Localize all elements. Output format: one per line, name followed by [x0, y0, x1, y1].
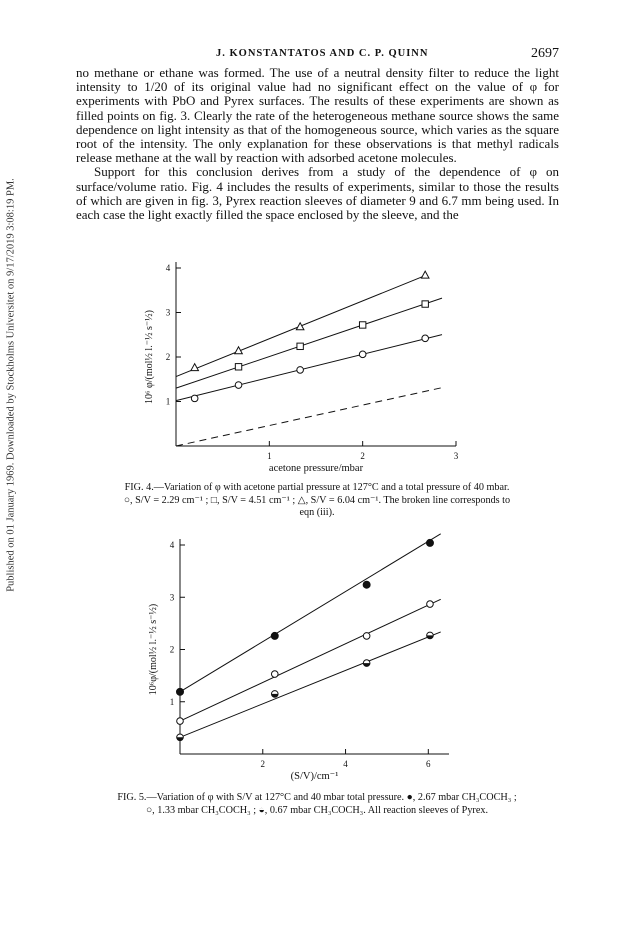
caption-line: ○, 1.33 mbar CH₃COCH₃ ; ◒, 0.67 mbar CH₃COCH₃. All reaction sleeves of Pyrex.: [145, 804, 488, 816]
paragraph: no methane or ethane was formed. The use of a neutral density filter to reduce the light intensity to 1/20 of its original value had no significant effect on the value of φ for experiments with PbO and Pyrex surfaces. The results of these experiments are shown as filled points on fig. 3. Clearly the rate of the heterogeneous methane source shows the same dependence on light intensity as that of the homogeneous source, which varies as the square root of the intensity. The only explanation for these observations is that methyl radicals release methane at the wall by reaction with adsorbed acetone molecules.: [76, 65, 559, 166]
x-tick-label: 1: [267, 451, 272, 461]
figure-5-caption: [74, 792, 560, 817]
y-tick-label: 4: [169, 540, 175, 550]
data-point-filled: [271, 632, 278, 639]
download-notice: Published on 01 January 1969. Downloaded by Stockholms Universitet on 9/17/2019 3:08:19 PM.: [5, 178, 17, 592]
x-tick-label: 3: [453, 451, 459, 461]
caption-line: FIG. 4.—Variation of φ with acetone partial pressure at 127°C and a total pressure of 40 mbar.: [124, 482, 510, 493]
x-tick-label: 4: [343, 759, 348, 769]
caption-line: FIG. 5.—Variation of φ with S/V at 127°C and 40 mbar total pressure. ●, 2.67 mbar CH₃COCH₃ ;: [117, 792, 517, 803]
running-head-authors: J. KONSTANTATOS AND C. P. QUINN: [216, 48, 429, 59]
x-axis-label: (S/V)/cm⁻¹: [290, 771, 339, 782]
x-tick-label: 6: [426, 759, 431, 769]
fit-line: [180, 534, 441, 692]
y-tick-label: 3: [169, 592, 175, 603]
x-tick-label: 2: [260, 759, 266, 769]
y-tick-label: 2: [165, 352, 171, 362]
figure-5-axes: [148, 539, 449, 782]
fit-line: [180, 632, 441, 737]
figure-5-marks: [177, 534, 441, 741]
y-tick-label: 3: [165, 307, 171, 318]
paragraph: Support for this conclusion derives from a study of the dependence of φ on surface/volume ratio. Fig. 4 includes the results of experiments, similar to those the results of which are given in fig. 3, Pyrex reaction sleeves of diameter 9 and 6.7 mm being used. In each case the light exactly filled the space enclosed by the sleeve, and the: [76, 164, 559, 223]
y-axis-label: 10⁶φ/(mol½ l.⁻½ s⁻½): [148, 603, 159, 696]
data-point-circle: [177, 718, 184, 725]
y-axis-label: 10⁶ φ/(mol½ l.⁻½ s⁻½): [144, 310, 155, 404]
data-point-circle: [427, 601, 434, 608]
data-point-circle: [363, 633, 370, 640]
caption-line: ○, S/V = 2.29 cm⁻¹ ; □, S/V = 4.51 cm⁻¹ ; △, S/V = 6.04 cm⁻¹. The broken line corresponds to: [123, 494, 511, 506]
x-axis-label: acetone pressure/mbar: [268, 463, 364, 474]
data-point-filled: [363, 581, 370, 588]
x-tick-label: 2: [360, 451, 365, 461]
page-number: 2697: [531, 46, 559, 61]
data-point-filled: [426, 539, 433, 546]
data-point-filled: [177, 688, 184, 695]
fit-line: [180, 599, 441, 721]
caption-line: eqn (iii).: [299, 507, 335, 518]
y-tick-label: 1: [169, 696, 175, 707]
y-tick-label: 4: [165, 263, 171, 273]
y-tick-label: 1: [165, 396, 171, 407]
y-tick-label: 2: [169, 644, 175, 655]
data-point-circle: [271, 671, 278, 678]
